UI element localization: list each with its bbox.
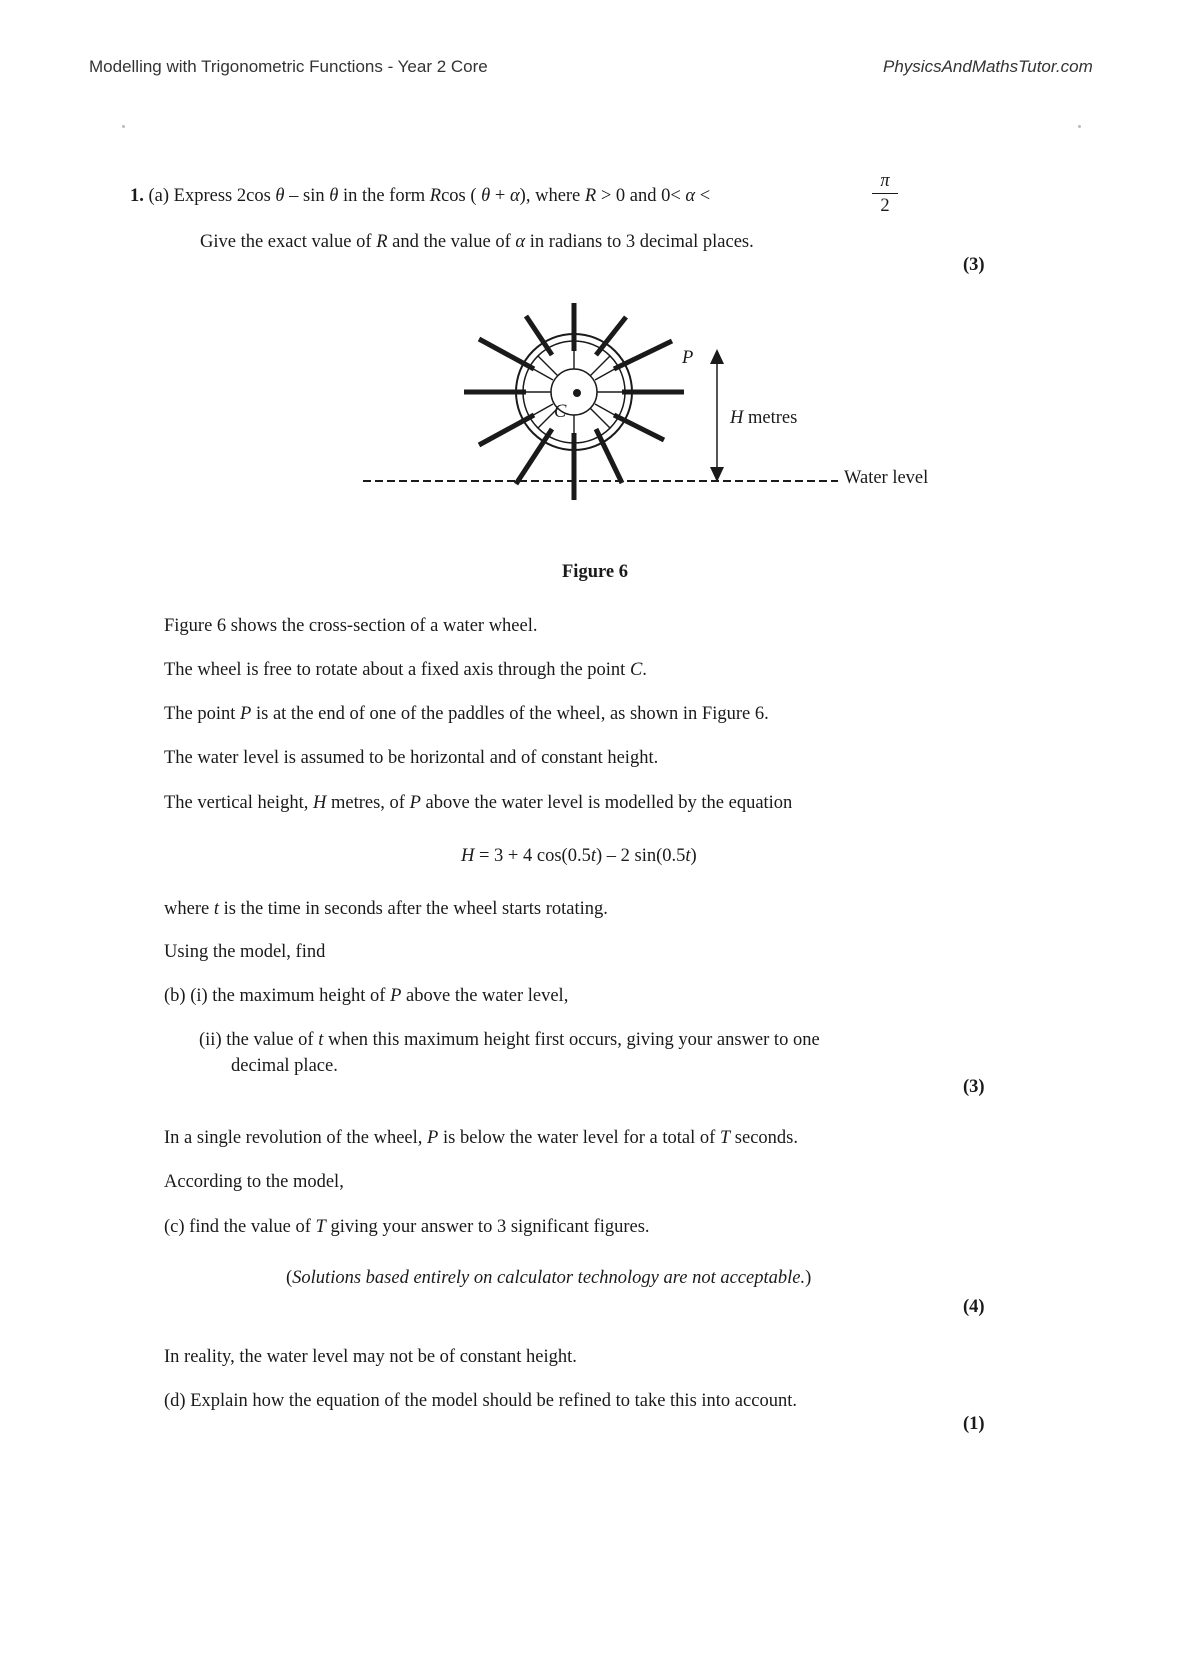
paragraph: Using the model, find [164, 942, 326, 962]
paddle [479, 415, 534, 445]
part-c: (c) find the value of T giving your answer to 3 significant figures. [164, 1217, 650, 1237]
question-1a-line1: 1. (a) Express 2cos θ – sin θ in the form Rcos ( θ + α), where R > 0 and 0< α < [130, 186, 711, 206]
paddle [614, 415, 664, 440]
figure-label-C: C [554, 402, 567, 422]
wheel-paddles [464, 303, 684, 500]
paragraph: According to the model, [164, 1172, 344, 1192]
question-number: 1. [130, 186, 144, 206]
pi-over-2-fraction: π 2 [870, 170, 900, 217]
paddle [516, 429, 552, 484]
calculator-note: (Solutions based entirely on calculator technology are not acceptable.) [286, 1268, 812, 1288]
figure-caption: Figure 6 [562, 562, 628, 582]
paragraph: The point P is at the end of one of the paddles of the wheel, as shown in Figure 6. [164, 704, 769, 724]
figure-label-H-metres: H metres [730, 408, 798, 428]
header-title: Modelling with Trigonometric Functions - Year 2 Core [89, 57, 488, 76]
part-d: (d) Explain how the equation of the model should be refined to take this into account. [164, 1391, 797, 1411]
paddle-P [614, 341, 672, 369]
header-site: PhysicsAndMathsTutor.com [883, 57, 1093, 76]
figure-label-P: P [682, 348, 694, 368]
part-b-ii-cont: decimal place. [231, 1056, 338, 1076]
paragraph: where t is the time in seconds after the wheel starts rotating. [164, 899, 608, 919]
paragraph: In reality, the water level may not be of constant height. [164, 1347, 577, 1367]
marks-d: (1) [963, 1414, 985, 1434]
centre-point-C [573, 389, 581, 397]
marks-c: (4) [963, 1297, 985, 1317]
model-equation: H = 3 + 4 cos(0.5t) – 2 sin(0.5t) [461, 846, 697, 866]
question-1a-line2: Give the exact value of R and the value of α in radians to 3 decimal places. [200, 232, 754, 252]
paragraph: The water level is assumed to be horizontal and of constant height. [164, 748, 659, 768]
height-arrow-head-up [710, 349, 724, 364]
paddle [479, 339, 534, 369]
marks-b: (3) [963, 1077, 985, 1097]
height-arrow-head-down [710, 467, 724, 482]
paragraph: The vertical height, H metres, of P above the water level is modelled by the equation [164, 793, 793, 813]
paragraph: In a single revolution of the wheel, P is below the water level for a total of T seconds. [164, 1128, 798, 1148]
paragraph: Figure 6 shows the cross-section of a water wheel. [164, 616, 538, 636]
paddle [526, 316, 552, 355]
water-wheel-figure [0, 0, 1200, 560]
figure-label-water-level: Water level [844, 468, 929, 488]
marks-a: (3) [963, 255, 985, 275]
part-b-ii: (ii) the value of t when this maximum height first occurs, giving your answer to one [199, 1030, 820, 1050]
part-b-i: (b) (i) the maximum height of P above the water level, [164, 986, 569, 1006]
part-a-label: (a) [148, 186, 170, 206]
paragraph: The wheel is free to rotate about a fixed axis through the point C. [164, 660, 647, 680]
